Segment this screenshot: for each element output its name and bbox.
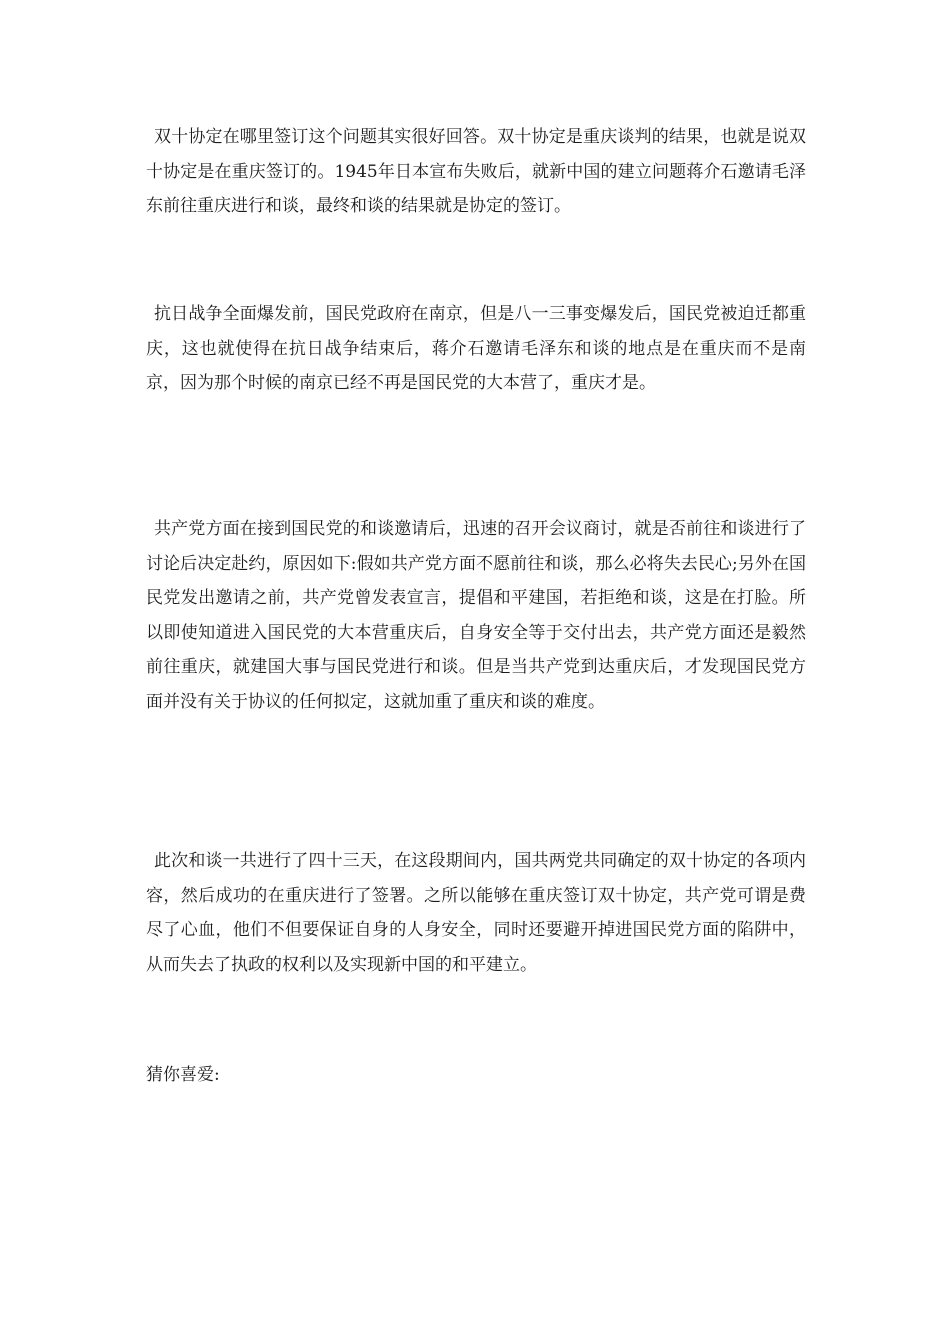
paragraph-1: 双十协定在哪里签订这个问题其实很好回答。双十协定是重庆谈判的结果，也就是说双十协定是在重庆签订的。1945年日本宣布失败后，就新中国的建立问题蒋介石邀请毛泽东前往重庆进行和谈，最终和谈的结果就是协定的签订。 — [146, 127, 806, 216]
paragraph-3: 共产党方面在接到国民党的和谈邀请后，迅速的召开会议商讨，就是否前往和谈进行了讨论后决定赴约，原因如下:假如共产党方面不愿前往和谈，那么必将失去民心;另外在国民党发出邀请之前，共产党曾发表宣言，提倡和平建国，若拒绝和谈，这是在打脸。所以即使知道进入国民党的大本营重庆后，自身安全等于交付出去，共产党方面还是毅然前往重庆，就建国大事与国民党进行和谈。但是当共产党到达重庆后，才发现国民党方面并没有关于协议的任何拟定，这就加重了重庆和谈的难度。 — [146, 519, 806, 712]
paragraph-2: 抗日战争全面爆发前，国民党政府在南京，但是八一三事变爆发后，国民党被迫迁都重庆，这也就使得在抗日战争结束后，蒋介石邀请毛泽东和谈的地点是在重庆而不是南京，因为那个时候的南京已经不再是国民党的大本营了，重庆才是。 — [146, 304, 806, 393]
paragraph-4: 此次和谈一共进行了四十三天，在这段期间内，国共两党共同确定的双十协定的各项内容，然后成功的在重庆进行了签署。之所以能够在重庆签订双十协定，共产党可谓是费尽了心血，他们不但要保证自身的人身安全，同时还要避开掉进国民党方面的陷阱中，从而失去了执政的权利以及实现新中国的和平建立。 — [146, 851, 806, 975]
guess-you-like-label: 猜你喜爱: — [146, 1065, 220, 1085]
